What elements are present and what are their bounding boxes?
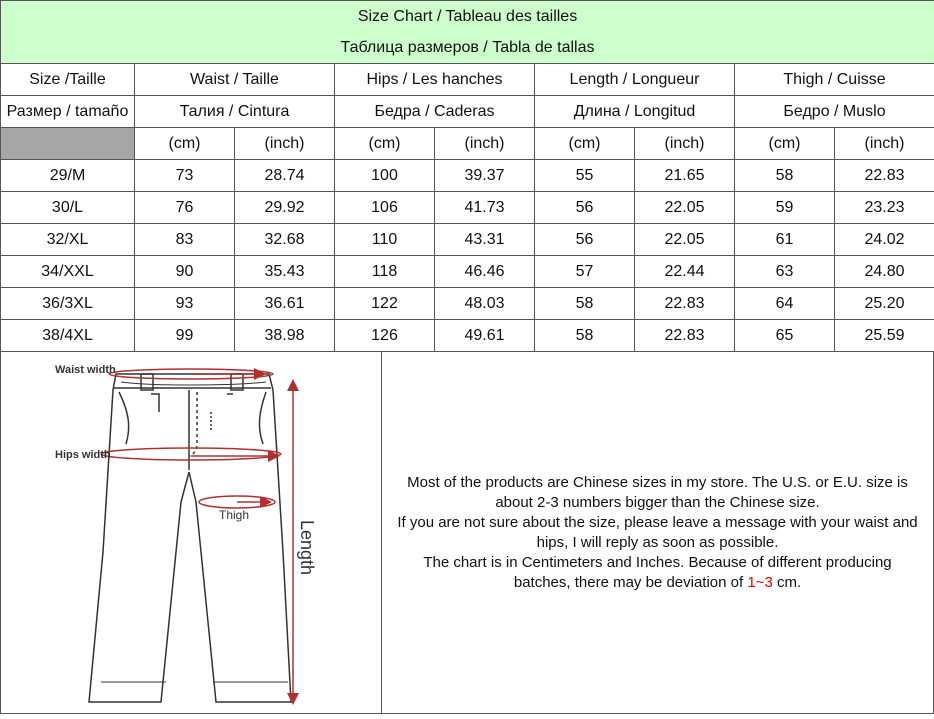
chart-subtitle: Таблица размеров / Tabla de tallas	[1, 32, 934, 64]
value-cell: 38.98	[235, 320, 335, 352]
thigh-header: Thigh / Cuisse	[735, 64, 934, 96]
value-cell: 22.44	[635, 256, 735, 288]
length-header-alt: Длина / Longitud	[535, 96, 735, 128]
size-rows	[1, 160, 934, 352]
value-cell: 24.80	[835, 256, 934, 288]
value-cell: 32.68	[235, 224, 335, 256]
size-cell: 36/3XL	[1, 288, 135, 320]
value-cell: 22.83	[635, 320, 735, 352]
value-cell: 22.83	[835, 160, 934, 192]
value-cell: 56	[535, 192, 635, 224]
table-row	[1, 288, 934, 320]
note-line: Most of the products are Chinese sizes in my store. The U.S. or E.U. size is	[397, 473, 917, 493]
pants-outline	[89, 374, 291, 702]
value-cell: 35.43	[235, 256, 335, 288]
value-cell: 90	[135, 256, 235, 288]
value-cell: 25.20	[835, 288, 934, 320]
value-cell: 99	[135, 320, 235, 352]
unit-cm: (cm)	[335, 128, 435, 160]
header-row-2	[1, 96, 934, 128]
value-cell: 110	[335, 224, 435, 256]
value-cell: 126	[335, 320, 435, 352]
value-cell: 23.23	[835, 192, 934, 224]
header-row-1	[1, 64, 934, 96]
value-cell: 100	[335, 160, 435, 192]
note-line	[397, 573, 917, 593]
size-cell: 30/L	[1, 192, 135, 224]
value-cell: 39.37	[435, 160, 535, 192]
value-cell: 56	[535, 224, 635, 256]
title-row-1	[1, 1, 934, 33]
value-cell: 76	[135, 192, 235, 224]
note-line: hips, I will reply as soon as possible.	[397, 533, 917, 553]
bottom-section	[0, 352, 934, 715]
waist-label: Waist width	[55, 364, 116, 376]
size-cell: 34/XXL	[1, 256, 135, 288]
value-cell: 28.74	[235, 160, 335, 192]
waist-header: Waist / Taille	[135, 64, 335, 96]
table-row	[1, 160, 934, 192]
note-line: The chart is in Centimeters and Inches. Because of different producing	[397, 553, 917, 573]
hips-label: Hips width	[55, 449, 111, 461]
pants-diagram	[0, 352, 382, 714]
size-header-alt: Размер / tamaño	[1, 96, 135, 128]
size-note	[381, 352, 934, 714]
value-cell: 46.46	[435, 256, 535, 288]
size-header: Size /Taille	[1, 64, 135, 96]
table-row	[1, 224, 934, 256]
unit-cm: (cm)	[135, 128, 235, 160]
value-cell: 73	[135, 160, 235, 192]
note-line-text: cm.	[773, 574, 801, 591]
value-cell: 83	[135, 224, 235, 256]
value-cell: 22.05	[635, 224, 735, 256]
value-cell: 49.61	[435, 320, 535, 352]
value-cell: 65	[735, 320, 835, 352]
length-header: Length / Longueur	[535, 64, 735, 96]
value-cell: 22.83	[635, 288, 735, 320]
value-cell: 57	[535, 256, 635, 288]
value-cell: 59	[735, 192, 835, 224]
note-text	[389, 473, 925, 593]
unit-cm: (cm)	[735, 128, 835, 160]
gray-cell	[1, 128, 135, 160]
unit-inch: (inch)	[435, 128, 535, 160]
table-row	[1, 192, 934, 224]
unit-inch: (inch)	[235, 128, 335, 160]
value-cell: 58	[735, 160, 835, 192]
size-cell: 29/M	[1, 160, 135, 192]
unit-cm: (cm)	[535, 128, 635, 160]
value-cell: 58	[535, 320, 635, 352]
table-row	[1, 320, 934, 352]
note-line: about 2-3 numbers bigger than the Chinese size.	[397, 493, 917, 513]
value-cell: 55	[535, 160, 635, 192]
value-cell: 118	[335, 256, 435, 288]
waist-header-alt: Талия / Cintura	[135, 96, 335, 128]
size-cell: 38/4XL	[1, 320, 135, 352]
value-cell: 24.02	[835, 224, 934, 256]
value-cell: 29.92	[235, 192, 335, 224]
note-line: If you are not sure about the size, please leave a message with your waist and	[397, 513, 917, 533]
pants-illustration	[1, 352, 381, 714]
value-cell: 22.05	[635, 192, 735, 224]
value-cell: 25.59	[835, 320, 934, 352]
note-line-text: batches, there may be deviation of	[514, 574, 747, 591]
value-cell: 58	[535, 288, 635, 320]
value-cell: 63	[735, 256, 835, 288]
table-row	[1, 256, 934, 288]
value-cell: 122	[335, 288, 435, 320]
length-label: Length	[297, 520, 317, 575]
value-cell: 93	[135, 288, 235, 320]
value-cell: 21.65	[635, 160, 735, 192]
chart-title: Size Chart / Tableau des tailles	[1, 1, 934, 33]
deviation-value: 1~3	[747, 574, 772, 591]
thigh-label: Thigh	[219, 508, 249, 522]
hips-header-alt: Бедра / Caderas	[335, 96, 535, 128]
value-cell: 61	[735, 224, 835, 256]
value-cell: 36.61	[235, 288, 335, 320]
title-row-2	[1, 32, 934, 64]
unit-inch: (inch)	[835, 128, 934, 160]
size-chart-table	[0, 0, 934, 352]
value-cell: 43.31	[435, 224, 535, 256]
thigh-header-alt: Бедро / Muslo	[735, 96, 934, 128]
unit-inch: (inch)	[635, 128, 735, 160]
value-cell: 106	[335, 192, 435, 224]
unit-row	[1, 128, 934, 160]
hips-header: Hips / Les hanches	[335, 64, 535, 96]
value-cell: 41.73	[435, 192, 535, 224]
value-cell: 48.03	[435, 288, 535, 320]
size-cell: 32/XL	[1, 224, 135, 256]
value-cell: 64	[735, 288, 835, 320]
